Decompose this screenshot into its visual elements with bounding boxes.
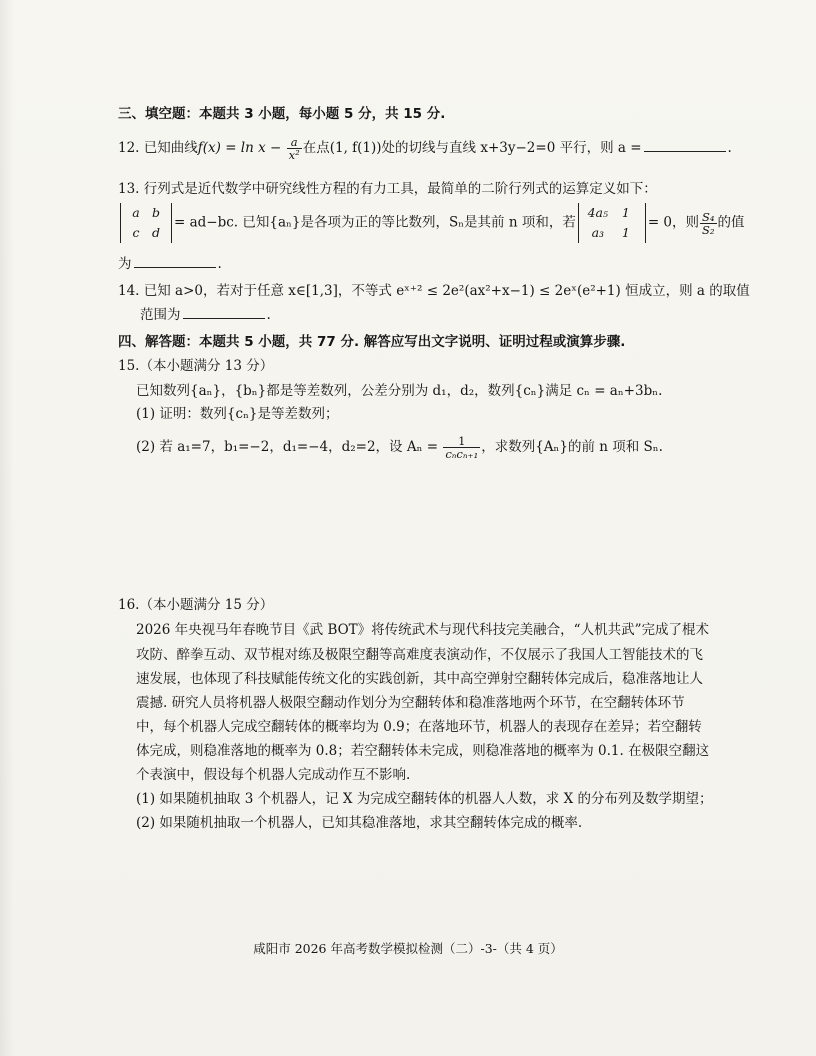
q15-line1: 已知数列{aₙ}，{bₙ}都是等差数列，公差分别为 d₁，d₂，数列{cₙ}满足 cₙ = aₙ+3bₙ. bbox=[136, 383, 663, 399]
q15-frac-den: cₙcₙ₊₁ bbox=[445, 447, 479, 461]
q16-line-4: 震撼. 研究人员将机器人极限空翻动作划分为空翻转体和稳准落地两个环节，在空翻转体环节 bbox=[136, 695, 685, 711]
q13-frac-num: S₄ bbox=[702, 209, 715, 224]
q12-end: . bbox=[727, 140, 732, 156]
q12-prefix: 12. 已知曲线 bbox=[118, 140, 198, 156]
q12-answer-blank bbox=[644, 137, 726, 152]
q16-line-6: 体完成，则稳准落地的概率为 0.8；若空翻转体未完成，则稳准落地的概率为 0.1. 在极限空翻这 bbox=[136, 743, 710, 759]
q16-line-2: 攻防、醉拳互动、双节棍对练及极限空翻等高难度表演动作，不仅展示了我国人工智能技术的飞 bbox=[136, 647, 703, 663]
det2-4a5: 4a₅ bbox=[587, 205, 609, 220]
q12-suffix: 在点(1, f(1))处的切线与直线 x+3y−2=0 平行，则 a = bbox=[302, 140, 642, 156]
q13-mid: = ad−bc. 已知{aₙ}是各项为正的等比数列，Sₙ是其前 n 项和，若 bbox=[174, 214, 576, 231]
det1-b: b bbox=[151, 205, 160, 220]
q13-frac-den: S₂ bbox=[702, 222, 715, 237]
q13-fraction bbox=[700, 211, 717, 236]
q16-line-1: 2026 年央视马年春晚节目《武 BOT》将传统武术与现代科技完美融合，“人机共武”完成了棍术 bbox=[136, 622, 709, 638]
page-footer: 咸阳市 2026 年高考数学模拟检测（二）-3-（共 4 页） bbox=[253, 941, 563, 956]
q16-line-5: 中，每个机器人完成空翻转体的概率均为 0.9；在落地环节，机器人的表现存在差异；若空翻转 bbox=[136, 719, 702, 735]
q16-line-7: 个表演中，假设每个机器人完成动作互不影响. bbox=[136, 767, 411, 783]
q13-line2 bbox=[118, 203, 745, 243]
q15-frac-num: 1 bbox=[443, 435, 480, 448]
q15-line3-suffix: ，求数列{Aₙ}的前 n 项和 Sₙ. bbox=[481, 439, 663, 455]
q16-line-8: (1) 如果随机抽取 3 个机器人，记 X 为完成空翻转体的机器人人数，求 X 的分布列及数学期望； bbox=[136, 791, 713, 807]
q12-frac-num: a bbox=[287, 136, 302, 149]
q16-title: 16.（本小题满分 15 分） bbox=[118, 597, 274, 613]
q15-fraction bbox=[443, 435, 480, 460]
det1-c: c bbox=[132, 225, 140, 240]
section4-heading: 四、解答题：本题共 5 小题，共 77 分. 解答应写出文字说明、证明过程或演算步骤. bbox=[118, 334, 626, 350]
q14-line2-prefix: 范围为 bbox=[140, 307, 181, 323]
q16-line-3: 速发展，也体现了科技赋能传统文化的实践创新，其中高空弹射空翻转体完成后，稳准落地让人 bbox=[136, 671, 703, 687]
q13-answer-blank bbox=[134, 253, 216, 268]
det1-a: a bbox=[132, 205, 140, 220]
question-12 bbox=[118, 136, 732, 161]
page-shadow-left bbox=[0, 0, 14, 1056]
q14-line2 bbox=[140, 304, 271, 325]
det1-d: d bbox=[151, 225, 160, 240]
q15-line3-prefix: (2) 若 a₁=7，b₁=−2，d₁=−4，d₂=2，设 Aₙ = bbox=[136, 439, 443, 455]
q12-frac-den: x² bbox=[288, 148, 300, 162]
q13-after-det: = 0，则 bbox=[647, 214, 700, 231]
q15-line2: (1) 证明：数列{cₙ}是等差数列； bbox=[136, 406, 339, 422]
det2-1a: 1 bbox=[621, 205, 630, 220]
det2-a3: a₃ bbox=[591, 225, 605, 240]
q14-line2-end: . bbox=[266, 307, 271, 323]
q13-tail: 的值 bbox=[717, 214, 745, 231]
q13-determinant-def bbox=[120, 203, 172, 243]
q16-line-9: (2) 如果随机抽取一个机器人，已知其稳准落地，求其空翻转体完成的概率. bbox=[136, 815, 583, 831]
det2-1b: 1 bbox=[621, 225, 630, 240]
q14-line1: 14. 已知 a>0，若对于任意 x∈[1,3]，不等式 eˣ⁺² ≤ 2e²(ax²+x−1) ≤ 2eˣ(e²+1) 恒成立，则 a 的取值 bbox=[118, 283, 750, 299]
q12-func: f(x) = ln x − bbox=[197, 140, 286, 156]
q13-determinant-cond bbox=[578, 203, 646, 243]
q14-answer-blank bbox=[183, 304, 265, 319]
q12-fraction bbox=[287, 136, 302, 161]
q15-line3 bbox=[136, 435, 663, 460]
q13-line3-end: . bbox=[217, 256, 222, 272]
section3-heading: 三、填空题：本题共 3 小题，每小题 5 分，共 15 分. bbox=[118, 106, 446, 122]
q15-title: 15.（本小题满分 13 分） bbox=[118, 358, 274, 374]
q13-line1: 13. 行列式是近代数学中研究线性方程的有力工具，最简单的二阶行列式的运算定义如下： bbox=[118, 181, 657, 197]
q13-line3-prefix: 为 bbox=[118, 256, 132, 272]
q13-line3 bbox=[118, 253, 222, 274]
